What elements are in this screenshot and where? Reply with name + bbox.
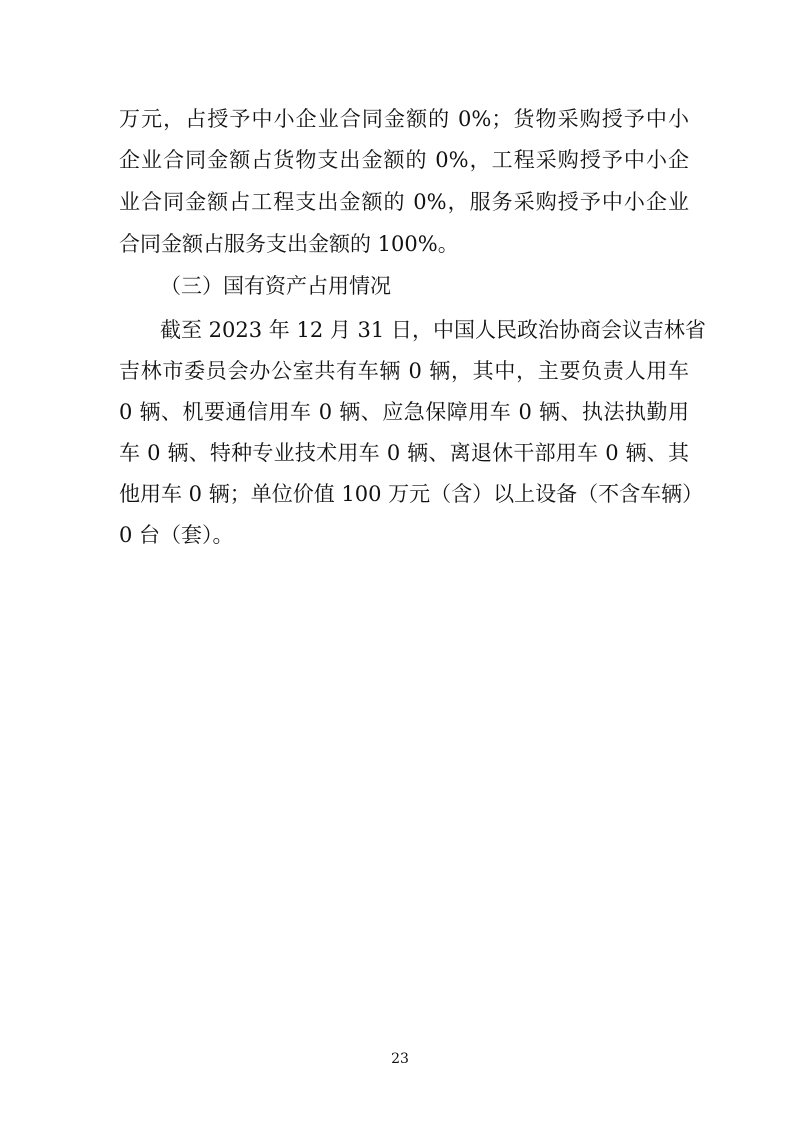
page-number: 23 [391, 1051, 409, 1067]
paragraph-2-line-3: 0 辆、机要通信用车 0 辆、应急保障用车 0 辆、执法执勤用 [119, 400, 689, 424]
paragraph-2-line-5: 他用车 0 辆；单位价值 100 万元（含）以上设备（不含车辆） [119, 482, 704, 506]
paragraph-1-line-4: 合同金额占服务支出金额的 100%。 [119, 232, 459, 256]
paragraph-1-line-2: 企业合同金额占货物支出金额的 0%，工程采购授予中小企 [119, 148, 689, 172]
paragraph-1-line-1: 万元，占授予中小企业合同金额的 0%；货物采购授予中小 [119, 107, 689, 131]
paragraph-2-line-2: 吉林市委员会办公室共有车辆 0 辆，其中，主要负责人用车 [119, 359, 689, 383]
paragraph-2-line-1: 截至 2023 年 12 月 31 日，中国人民政治协商会议吉林省 [160, 318, 706, 342]
section-heading: （三）国有资产占用情况 [160, 274, 391, 298]
paragraph-2-line-6: 0 台（套）。 [119, 523, 234, 547]
paragraph-1-line-3: 业合同金额占工程支出金额的 0%，服务采购授予中小企业 [119, 190, 689, 214]
paragraph-2-line-4: 车 0 辆、特种专业技术用车 0 辆、离退休干部用车 0 辆、其 [119, 441, 689, 465]
